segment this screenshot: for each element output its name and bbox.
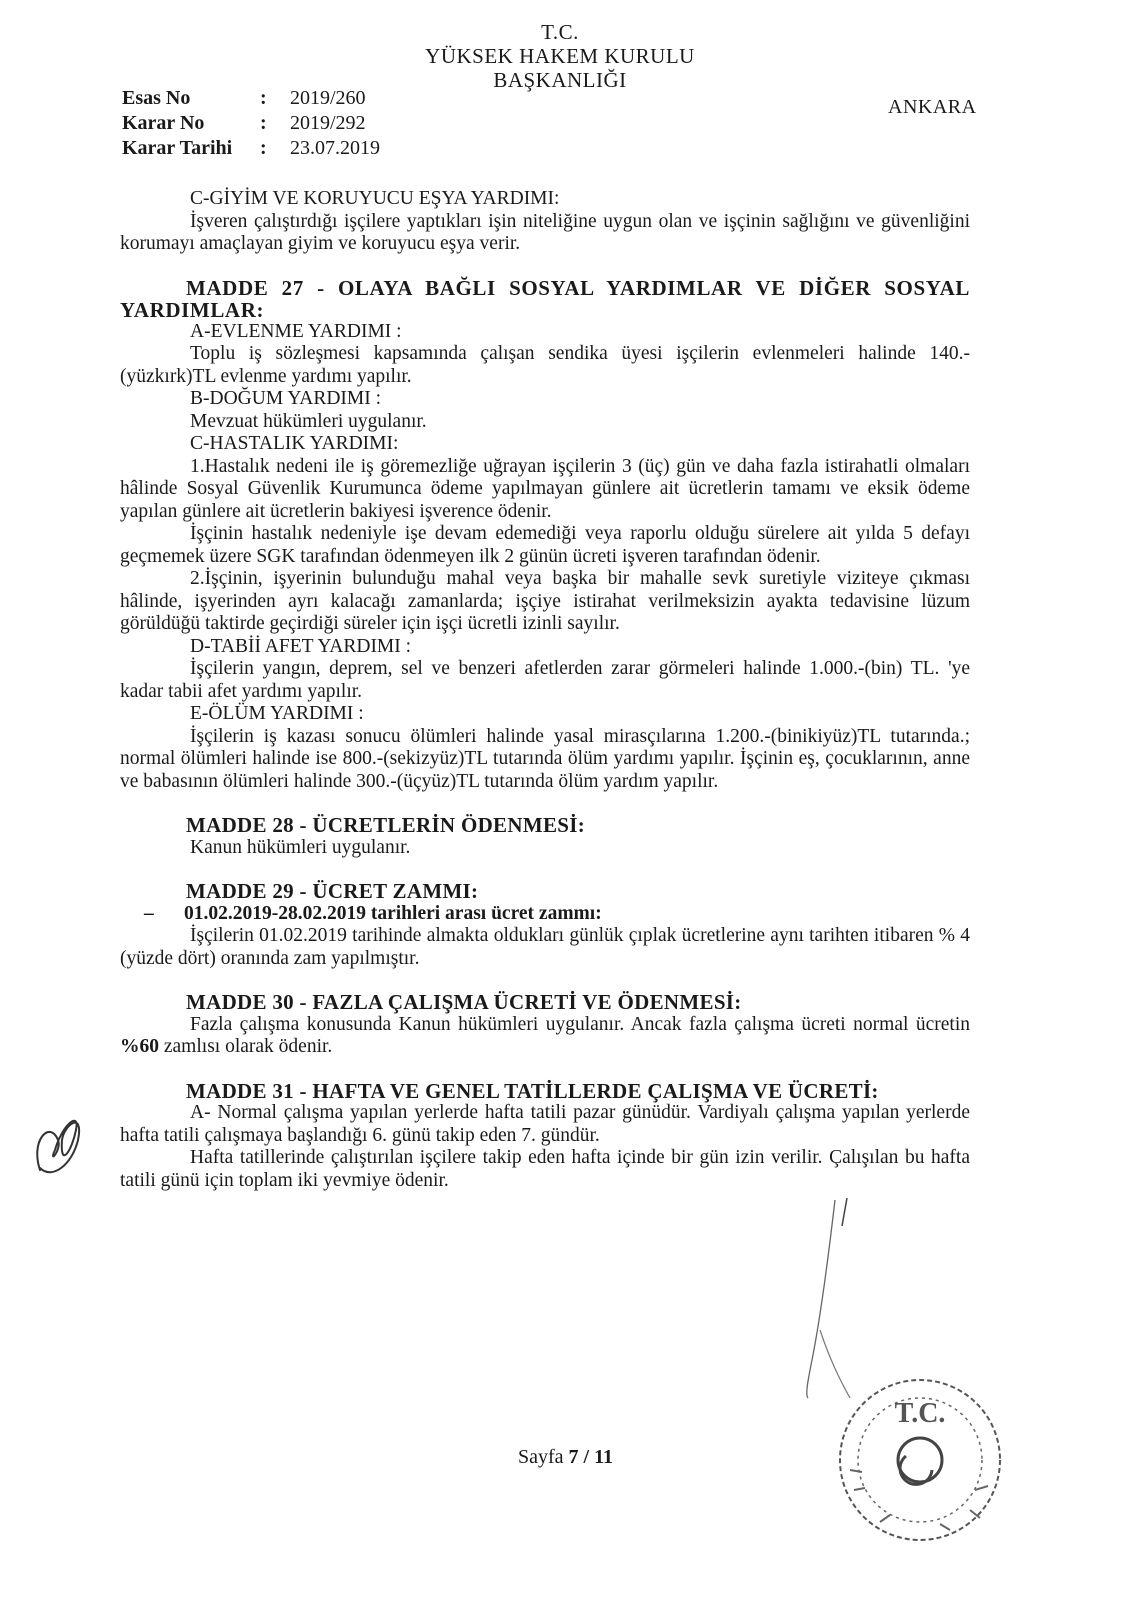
pen-mark <box>842 1198 847 1226</box>
paragraph-article-29: İşçilerin 01.02.2019 tarihinde almakta oldukları günlük çıplak ücretlerine aynı tarihten itibaren % 4 (yüzde dört) oranında zam yapılmıştır. <box>120 925 970 969</box>
dash-bullet: – <box>144 902 154 924</box>
page-number-value: 7 / 11 <box>568 1446 613 1468</box>
paragraph-hastalik-2: İşçinin hastalık nedeniyle işe devam edemediği veya raporlu olduğu sürelere ait yılda 5 defayı geçmemek üzere SGK tarafından ödenmeyen ilk 2 günün ücreti işveren tarafından ödenir. <box>120 523 970 567</box>
meta-label: Esas No <box>122 87 191 109</box>
meta-row-esas <box>122 86 380 111</box>
article-28-title: MADDE 28 - ÜCRETLERİN ÖDENMESİ: <box>186 813 585 837</box>
meta-label: Karar Tarihi <box>122 137 233 159</box>
margin-signature <box>37 1121 79 1172</box>
paragraph-giyim: İşveren çalıştırdığı işçilere yaptıkları işin niteliğine uygun olan ve işçinin sağlığını ve güvenliğini korumayı amaçlayan giyim ve koruyucu eşya verir. <box>120 210 970 254</box>
article-30-title: MADDE 30 - FAZLA ÇALIŞMA ÜCRETİ VE ÖDENMESİ: <box>186 990 742 1014</box>
paragraph-article-30-part-b: zamlısı olarak ödenir. <box>159 1036 333 1057</box>
meta-separator: : <box>260 87 267 109</box>
overtime-rate: %60 <box>120 1036 159 1057</box>
section-title-evlenme: A-EVLENME YARDIMI : <box>190 320 402 342</box>
letterhead-line-3: BAŞKANLIĞI <box>493 68 627 92</box>
meta-value: 23.07.2019 <box>290 137 380 159</box>
section-title-giyim: C-GİYİM VE KORUYUCU EŞYA YARDIMI: <box>190 188 560 209</box>
meta-separator: : <box>260 112 267 134</box>
section-title-dogum: B-DOĞUM YARDIMI : <box>190 388 382 409</box>
page-number-prefix: Sayfa <box>518 1446 564 1468</box>
initial-stroke-2 <box>820 1330 850 1398</box>
paragraph-article-30-part-a: Fazla çalışma konusunda Kanun hükümleri uygulanır. Ancak fazla çalışma ücreti normal ücretin <box>190 1013 970 1035</box>
article-29-title: MADDE 29 - ÜCRET ZAMMI: <box>186 879 479 903</box>
article-27-title: MADDE 27 - OLAYA BAĞLI SOSYAL YARDIMLAR VE DİĞER SOSYAL YARDIMLAR: <box>120 275 970 322</box>
paragraph-afet: İşçilerin yangın, deprem, sel ve benzeri afetlerden zarar görmeleri halinde 1.000.-(bin) TL. 'ye kadar tabii afet yardımı yapılır. <box>120 658 970 702</box>
letterhead <box>380 20 740 92</box>
paragraph-hastalik-3: 2.İşçinin, işyerinin bulunduğu mahal veya başka bir mahalle sevk suretiyle viziteye çıkması hâlinde, işyerinden ayrı kalacağı zamanlarda; işçiye istirahat verilmeksizin ayakta tedavisine lüzum görüldüğü taktirde geçirdiği süreler için işçi ücretli izinli sayılır. <box>120 568 970 634</box>
meta-value: 2019/260 <box>290 87 366 109</box>
paragraph-evlenme: Toplu iş sözleşmesi kapsamında çalışan sendika üyesi işçilerin evlenmeleri halinde 140.-(yüzkırk)TL evlenme yardımı yapılır. <box>120 343 970 387</box>
section-title-hastalik: C-HASTALIK YARDIMI: <box>190 433 399 454</box>
article-29-subheading-text: 01.02.2019-28.02.2019 tarihleri arası ücret zammı: <box>184 902 602 924</box>
letterhead-line-1: T.C. <box>541 20 579 44</box>
paragraph-article-30 <box>120 1014 970 1059</box>
initial-stroke <box>807 1200 835 1398</box>
page-number <box>0 1446 1131 1469</box>
paragraph-article-28: Kanun hükümleri uygulanır. <box>190 836 411 858</box>
meta-row-tarih <box>122 136 380 161</box>
meta-separator: : <box>260 137 267 159</box>
case-metadata <box>122 86 380 161</box>
paragraph-article-31-1: A- Normal çalışma yapılan yerlerde hafta tatili pazar günüdür. Vardiyalı çalışma yapılan yerlerde hafta tatili çalışmaya başlandığı 6. günü takip eden 7. gündür. <box>120 1102 970 1146</box>
letterhead-line-2: YÜKSEK HAKEM KURULU <box>425 44 695 68</box>
meta-value: 2019/292 <box>290 112 366 134</box>
article-29-subheading <box>120 903 970 926</box>
paragraph-olum: İşçilerin iş kazası sonucu ölümleri halinde yasal mirasçılarına 1.200.-(binikiyüz)TL tutarında.; normal ölümleri halinde ise 800.-(sekizyüz)TL tutarında ölüm yardımı yapılır. İşçinin eş, çocuklarının, anne ve babasının ölümleri halinde 300.-(üçyüz)TL tutarında ölüm yardım yapılır. <box>120 725 970 792</box>
section-title-afet: D-TABİİ AFET YARDIMI : <box>190 635 412 657</box>
document-body <box>120 188 970 1192</box>
paragraph-article-31-2: Hafta tatillerinde çalıştırılan işçilere takip eden hafta içinde bir gün izin verilir. Çalışılan bu hafta tatili günü için toplam iki yevmiye ödenir. <box>120 1147 970 1191</box>
article-31-title: MADDE 31 - HAFTA VE GENEL TATİLLERDE ÇALIŞMA VE ÜCRETİ: <box>186 1078 879 1103</box>
meta-row-karar <box>122 111 380 136</box>
city-label: ANKARA <box>888 96 977 118</box>
stamp-text: T.C. <box>894 1398 946 1429</box>
section-title-olum: E-ÖLÜM YARDIMI : <box>190 703 364 724</box>
paragraph-hastalik-1: 1.Hastalık nedeni ile iş göremezliğe uğrayan işçilerin 3 (üç) gün ve daha fazla istirahatli olmaları hâlinde Sosyal Güvenlik Kurumunca ödeme yapılmayan günlere ait ücretlerin tamamı ve eksik ödeme yapılan günlere ait ücretlerin bakiyesi işverence ödenir. <box>120 455 970 522</box>
paragraph-dogum: Mevzuat hükümleri uygulanır. <box>190 410 427 432</box>
meta-label: Karar No <box>122 112 205 134</box>
